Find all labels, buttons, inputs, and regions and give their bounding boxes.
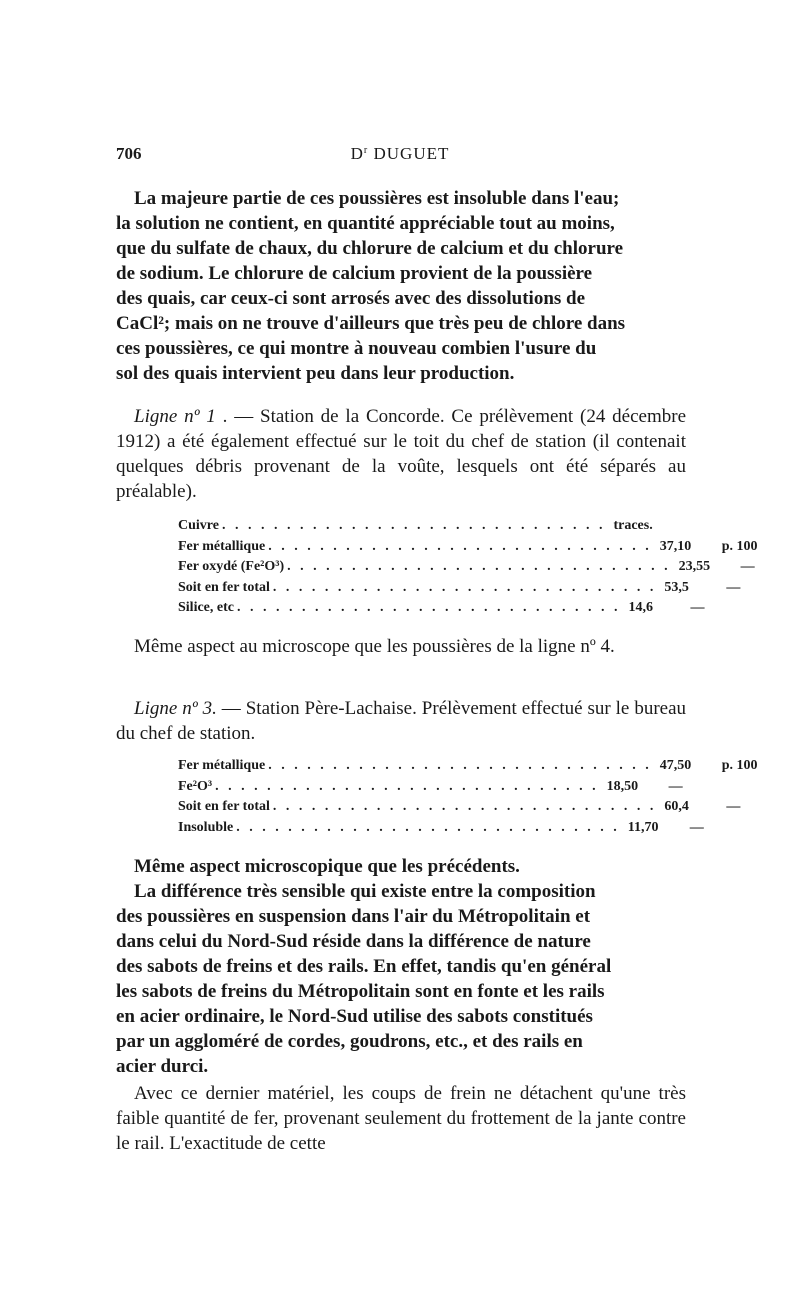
text-line: des sabots de freins et des rails. En effet, tandis qu'en général bbox=[116, 956, 612, 977]
text-line: sol des quais intervient peu dans leur production. bbox=[116, 363, 515, 384]
text-line: les sabots de freins du Métropolitain sont en fonte et les rails bbox=[116, 981, 605, 1002]
text-line: ces poussières, ce qui montre à nouveau combien l'usure du bbox=[116, 338, 597, 359]
text-line: par un aggloméré de cordes, goudrons, etc., et des rails en bbox=[116, 1031, 583, 1052]
page-number: 706 bbox=[116, 144, 142, 163]
table-row: Silice, etc . . . . . . . . . . . . . . . . . . . . . . . . . . . . . . 14,6 — bbox=[178, 600, 705, 615]
paragraph-materiel: Avec ce dernier matériel, les coups de frein ne détachent qu'une très faible quantité de fer, provenant seulement du frottement de la jante contre le rail. L'exactitude de cette bbox=[116, 1083, 686, 1154]
table-row: Cuivre . . . . . . . . . . . . . . . . . . . . . . . . . . . . . . traces. bbox=[178, 518, 653, 533]
text-line: La différence très sensible qui existe entre la composition bbox=[134, 881, 596, 902]
author-prefix-sup: r bbox=[363, 145, 369, 156]
text-line: CaCl²; mais on ne trouve d'ailleurs que très peu de chlore dans bbox=[116, 313, 626, 334]
text-line: Même aspect microscopique que les précédents. bbox=[134, 856, 520, 877]
paragraph-microscope-1: Même aspect au microscope que les poussières de la ligne nº 4. bbox=[134, 636, 615, 657]
table-row: Insoluble . . . . . . . . . . . . . . . . . . . . . . . . . . . . . . 11,70 — bbox=[178, 819, 704, 835]
analysis-table-pere-lachaise bbox=[178, 756, 758, 838]
text-line: des poussières en suspension dans l'air du Métropolitain et bbox=[116, 906, 591, 927]
paragraph-ligne-1 bbox=[116, 404, 686, 504]
ligne-3-title: Ligne nº 3. bbox=[134, 698, 217, 719]
text-line: dans celui du Nord-Sud réside dans la différence de nature bbox=[116, 931, 591, 952]
paragraph-insoluble bbox=[116, 186, 686, 386]
author-prefix: D bbox=[350, 144, 364, 163]
table-row: Fer oxydé (Fe²O³) . . . . . . . . . . . . . . . . . . . . . . . . . . . . . . 23,55 — bbox=[178, 559, 755, 574]
paragraph-difference bbox=[116, 854, 686, 1079]
text-line: de sodium. Le chlorure de calcium provient de la poussière bbox=[116, 263, 593, 284]
running-head bbox=[116, 144, 684, 166]
table-row: Soit en fer total . . . . . . . . . . . . . . . . . . . . . . . . . . . . . . 53,5 — bbox=[178, 579, 741, 595]
text-line: que du sulfate de chaux, du chlorure de calcium et du chlorure bbox=[116, 238, 624, 259]
table-row: Fe²O³ . . . . . . . . . . . . . . . . . . . . . . . . . . . . . . 18,50 — bbox=[178, 778, 683, 794]
table-row: Fer métallique . . . . . . . . . . . . . . . . . . . . . . . . . . . . . . 47,50 p. 100 bbox=[178, 758, 758, 773]
ligne-1-title: Ligne nº 1 bbox=[134, 406, 216, 427]
ligne-3-text: — Station Père-Lachaise. Prélèvement effectué sur le bureau du chef de station. bbox=[116, 698, 687, 744]
text-line: acier durci. bbox=[116, 1056, 209, 1077]
author-name: DUGUET bbox=[373, 144, 450, 163]
text-line: des quais, car ceux-ci sont arrosés avec des dissolutions de bbox=[116, 288, 586, 309]
table-row: Fer métallique . . . . . . . . . . . . . . . . . . . . . . . . . . . . . . 37,10 p. 100 bbox=[178, 538, 758, 554]
table-row: Soit en fer total . . . . . . . . . . . . . . . . . . . . . . . . . . . . . . 60,4 — bbox=[178, 799, 741, 814]
text-line: en acier ordinaire, le Nord-Sud utilise des sabots constitués bbox=[116, 1006, 593, 1027]
text-line: la solution ne contient, en quantité appréciable tout au moins, bbox=[116, 213, 615, 234]
ligne-1-text: . — Station de la Concorde. Ce prélèvement (24 décembre 1912) a été également effectué sur le toit du chef de station (il contenait quelques débris provenant de la voûte, lesquels ont été séparés au préalable). bbox=[116, 406, 687, 502]
running-title bbox=[116, 144, 684, 164]
text-line: La majeure partie de ces poussières est insoluble dans l'eau; bbox=[134, 188, 620, 209]
analysis-table-concorde bbox=[178, 516, 758, 619]
paragraph-ligne-3 bbox=[116, 696, 686, 746]
